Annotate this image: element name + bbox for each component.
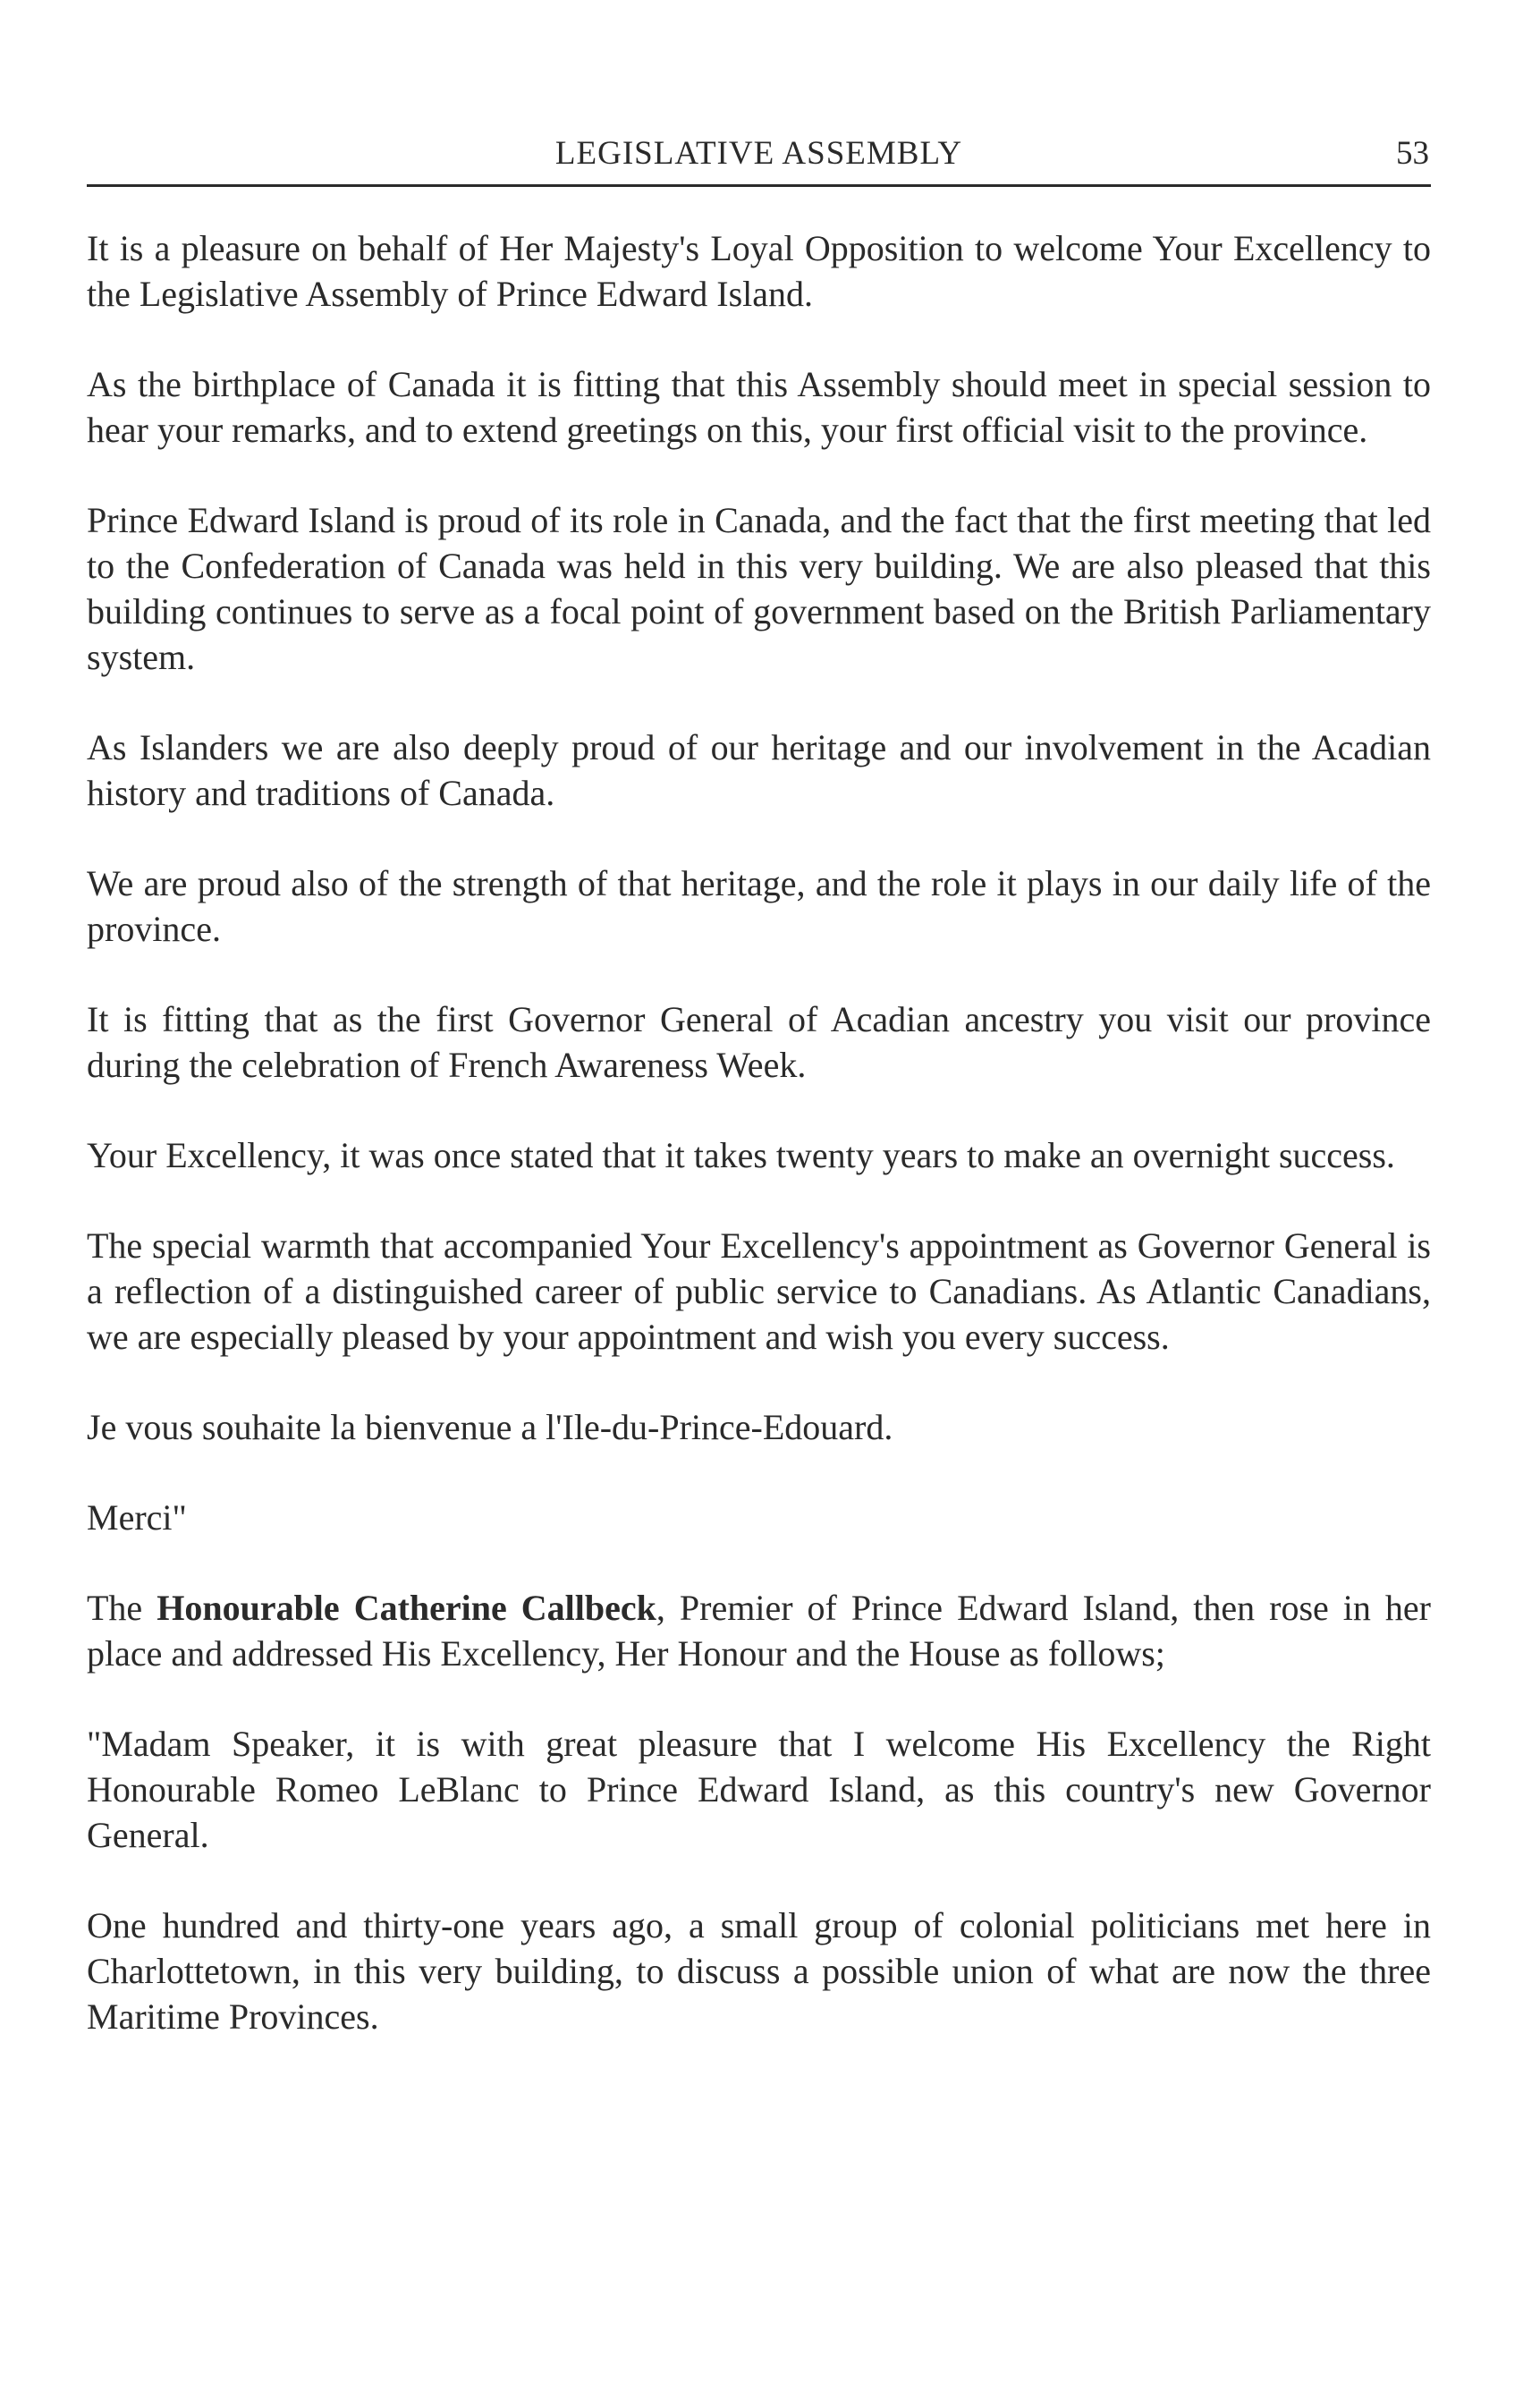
paragraph-overnight-success: Your Excellency, it was once stated that it takes twenty years to make an overnight success. (87, 1135, 1395, 1175)
running-title: LEGISLATIVE ASSEMBLY (554, 135, 963, 172)
paragraph-merci: Merci" (87, 1497, 187, 1538)
paragraph-acadian-ancestry: It is fitting that as the first Governor General of Acadian ancestry you visit our province during the celebration of French Awareness Week. (87, 999, 1431, 1085)
running-header (87, 134, 1431, 187)
speaker-name: Honourable Catherine Callbeck (157, 1588, 656, 1628)
paragraph-appointment: The special warmth that accompanied Your Excellency's appointment as Governor General is a reflection of a distinguished career of public service to Canadians. As Atlantic Canadians, we are especially pleased by your appointment and wish you every success. (87, 1225, 1431, 1357)
page-number: 53 (1396, 135, 1429, 172)
paragraph-madam-speaker: "Madam Speaker, it is with great pleasure that I welcome His Excellency the Right Honourable Romeo LeBlanc to Prince Edward Island, as this country's new Governor General. (87, 1724, 1431, 1855)
paragraph-heritage: As Islanders we are also deeply proud of our heritage and our involvement in the Acadian history and traditions of Canada. (87, 727, 1431, 813)
document-body (87, 225, 1431, 2039)
paragraph-premier-intro (87, 1585, 1431, 1676)
paragraph-birthplace: As the birthplace of Canada it is fitting that this Assembly should meet in special session to hear your remarks, and to extend greetings on this, your first official visit to the province. (87, 364, 1431, 450)
paragraph-welcome: It is a pleasure on behalf of Her Majesty's Loyal Opposition to welcome Your Excellency to the Legislative Assembly of Prince Edward Island. (87, 228, 1431, 314)
intro-rest: , Premier of Prince Edward Island, then rose in her place and addressed His Excellency, Her Honour and the House as follows; (87, 1588, 1431, 1674)
intro-prefix: The (87, 1588, 157, 1628)
paragraph-strength: We are proud also of the strength of that heritage, and the role it plays in our daily life of the province. (87, 863, 1431, 949)
paragraph-history: One hundred and thirty-one years ago, a small group of colonial politicians met here in Charlottetown, in this very building, to discuss a possible union of what are now the three Maritime Provinces. (87, 1905, 1431, 2037)
paragraph-confederation: Prince Edward Island is proud of its role in Canada, and the fact that the first meeting that led to the Confederation of Canada was held in this very building. We are also pleased that this building continues to serve as a focal point of government based on the British Parliamentary system. (87, 500, 1431, 677)
paragraph-french-greeting: Je vous souhaite la bienvenue a l'Ile-du-Prince-Edouard. (87, 1407, 893, 1447)
document-page (87, 134, 1431, 2084)
